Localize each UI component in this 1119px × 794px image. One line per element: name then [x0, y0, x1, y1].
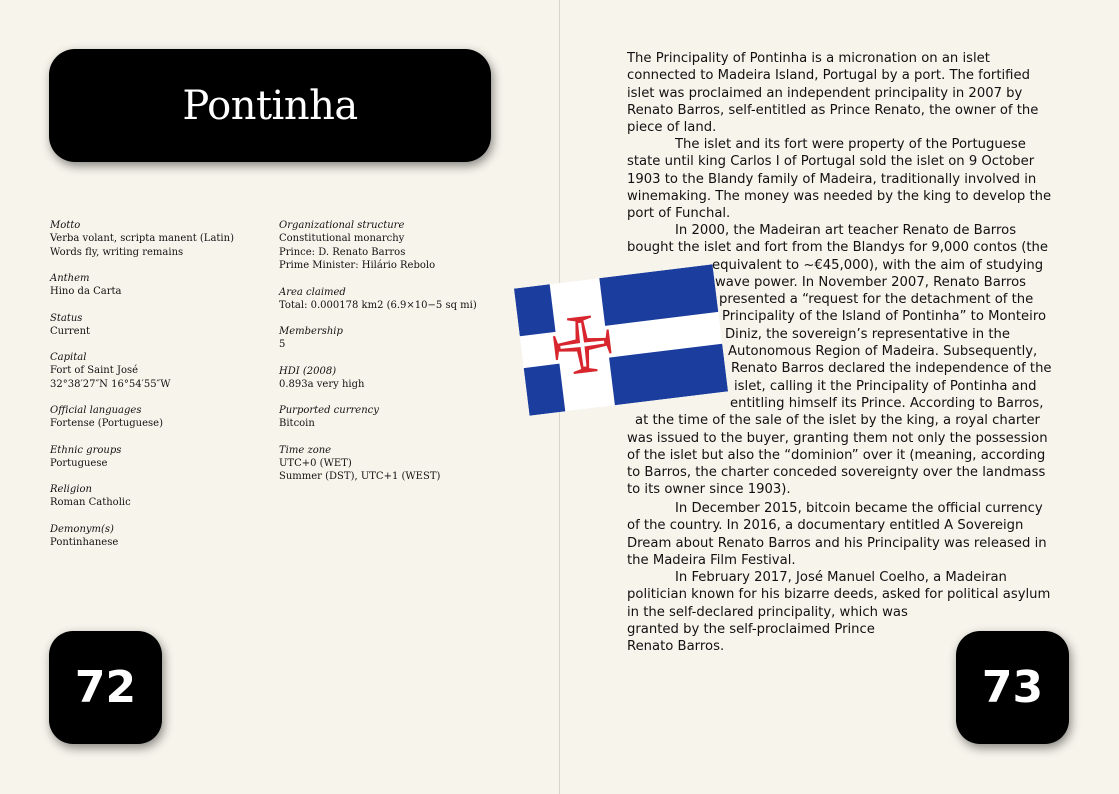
paragraph-line: granted by the self-proclaimed Prince: [627, 621, 875, 637]
fact-value: 32°38′27″N 16°54′55″W: [50, 378, 171, 390]
pontinha-flag-icon: [514, 264, 728, 415]
fact-value: Pontinhanese: [50, 536, 119, 548]
flag-svg: [514, 264, 728, 415]
fact-value: Hino da Carta: [50, 286, 122, 297]
fact-label: Ethnic groups: [50, 444, 122, 456]
fact-value: Roman Catholic: [50, 497, 131, 508]
paragraph-line: bought the islet and fort from the Blandys for 9,000 contos (the: [627, 240, 1049, 256]
paragraph-line: to Barros, the charter conceded sovereignty over the landmass: [627, 465, 1046, 481]
fact-value: Prime Minister: Hilário Rebolo: [279, 260, 436, 271]
fact-value: Total: 0.000178 km2 (6.9×10−5 sq mi): [279, 299, 477, 311]
paragraph-line: Principality of the Island of Pontinha” to Monteiro: [722, 309, 1047, 325]
fact-value: Fortense (Portuguese): [50, 418, 163, 429]
paragraph-line: islet was proclaimed an independent principality in 2007 by: [627, 85, 1023, 101]
fact-label: Official languages: [50, 405, 142, 416]
paragraph-line: Renato Barros declared the independence of the: [731, 361, 1052, 377]
paragraph-line: equivalent to ~€45,000), with the aim of studying: [712, 257, 1044, 273]
paragraph-line: to its owner since 1903).: [627, 482, 791, 498]
fact-value: Words fly, writing remains: [50, 246, 184, 258]
fact-value: Prince: D. Renato Barros: [279, 246, 406, 258]
paragraph-line: Autonomous Region of Madeira. Subsequently,: [728, 344, 1038, 360]
paragraph-line: In 2000, the Madeiran art teacher Renato de Barros: [675, 223, 1017, 238]
title-box: [49, 49, 491, 162]
left-page: [0, 0, 559, 794]
paragraph-line: Diniz, the sovereign’s representative in the: [725, 326, 1010, 342]
paragraph-line: of the country. In 2016, a documentary entitled A Sovereign: [627, 518, 1024, 534]
page-number-left: 72: [49, 631, 162, 744]
fact-value: 0.893a very high: [279, 378, 365, 390]
fact-value: 5: [279, 339, 286, 350]
fact-value: Portuguese: [50, 457, 108, 469]
fact-item: [50, 351, 265, 391]
paragraph-line: entitling himself its Prince. According to Barros,: [730, 395, 1044, 411]
fact-label: HDI (2008): [279, 365, 337, 377]
fact-label: Capital: [50, 352, 87, 363]
page-number-right: 73: [956, 631, 1069, 744]
paragraph-line: piece of land.: [627, 120, 717, 136]
paragraph-line: Renato Barros.: [627, 639, 725, 655]
paragraph-line: politician known for his bizarre deeds, asked for political asylum: [627, 587, 1051, 603]
paragraph-line: Renato Barros, self-entitled as Prince Renato, the owner of the: [627, 102, 1039, 118]
fact-label: Status: [50, 312, 83, 324]
paragraph-line: The Principality of Pontinha is a micronation on an islet: [627, 51, 990, 66]
fact-label: Motto: [50, 220, 81, 231]
paragraph-line: In December 2015, bitcoin became the official currency: [675, 501, 1043, 516]
fact-label: Religion: [50, 484, 92, 495]
paragraph-line: at the time of the sale of the islet by the king, a royal charter: [635, 413, 1040, 429]
fact-item: [50, 312, 265, 339]
fact-label: Anthem: [50, 273, 90, 284]
fact-item: [50, 444, 265, 471]
paragraph-line: 1903 to the Blandy family of Madeira, traditionally involved in: [627, 171, 1037, 187]
page-title: Pontinha: [182, 82, 358, 129]
fact-label: Area claimed: [279, 286, 346, 298]
paragraph-line: islet, calling it the Principality of Pontinha and: [734, 378, 1037, 394]
fact-item: [279, 325, 539, 352]
paragraph-line: was issued to the buyer, granting them not only the possession: [627, 430, 1048, 446]
fact-item: [279, 365, 539, 392]
fact-item: [279, 219, 539, 273]
article-paragraph: [627, 136, 1072, 222]
fact-value: UTC+0 (WET): [279, 457, 352, 469]
fact-item: [50, 483, 265, 510]
flag-blue-top-left: [514, 284, 556, 336]
paragraph-line: of the islet but also the “dominion” over it (meaning, according: [627, 447, 1046, 463]
paragraph-line: wave power. In November 2007, Renato Barros: [715, 274, 1027, 290]
fact-value: Constitutional monarchy: [279, 233, 405, 244]
fact-item: [50, 523, 265, 550]
fact-item: [50, 404, 265, 431]
fact-label: Organizational structure: [279, 220, 405, 231]
fact-label: Time zone: [279, 444, 332, 456]
fact-value: Fort of Saint José: [50, 365, 139, 376]
paragraph-line: winemaking. The money was needed by the king to develop the: [627, 188, 1052, 204]
fact-value: Current: [50, 325, 91, 337]
paragraph-line: port of Funchal.: [627, 206, 731, 222]
facts-column-2: [279, 219, 539, 497]
fact-value: Bitcoin: [279, 418, 315, 429]
article-paragraph: [627, 500, 1072, 569]
fact-label: Purported currency: [279, 405, 379, 416]
fact-item: [279, 286, 539, 313]
fact-item: [50, 219, 265, 259]
paragraph-line: In February 2017, José Manuel Coelho, a Madeiran: [675, 570, 1007, 585]
article-paragraph: [627, 50, 1072, 136]
fact-item: [279, 404, 539, 431]
fact-item: [279, 444, 539, 484]
facts-column-1: [50, 219, 265, 562]
fact-value: Verba volant, scripta manent (Latin): [50, 233, 234, 244]
fact-value: Summer (DST), UTC+1 (WEST): [279, 471, 441, 482]
paragraph-line: The islet and its fort were property of the Portuguese: [675, 137, 1026, 152]
fact-item: [50, 272, 265, 299]
paragraph-line: in the self-declared principality, which was: [627, 604, 908, 620]
paragraph-line: presented a “request for the detachment of the: [719, 292, 1034, 308]
flag-blue-bottom-left: [524, 364, 566, 416]
fact-label: Membership: [279, 326, 343, 337]
paragraph-line: the Madeira Film Festival.: [627, 552, 796, 568]
fact-label: Demonym(s): [50, 523, 114, 535]
paragraph-line: connected to Madeira Island, Portugal by a port. The fortified: [627, 68, 1030, 84]
paragraph-line: state until king Carlos I of Portugal sold the islet on 9 October: [627, 154, 1035, 170]
paragraph-line: Dream about Renato Barros and his Principality was released in: [627, 535, 1047, 551]
